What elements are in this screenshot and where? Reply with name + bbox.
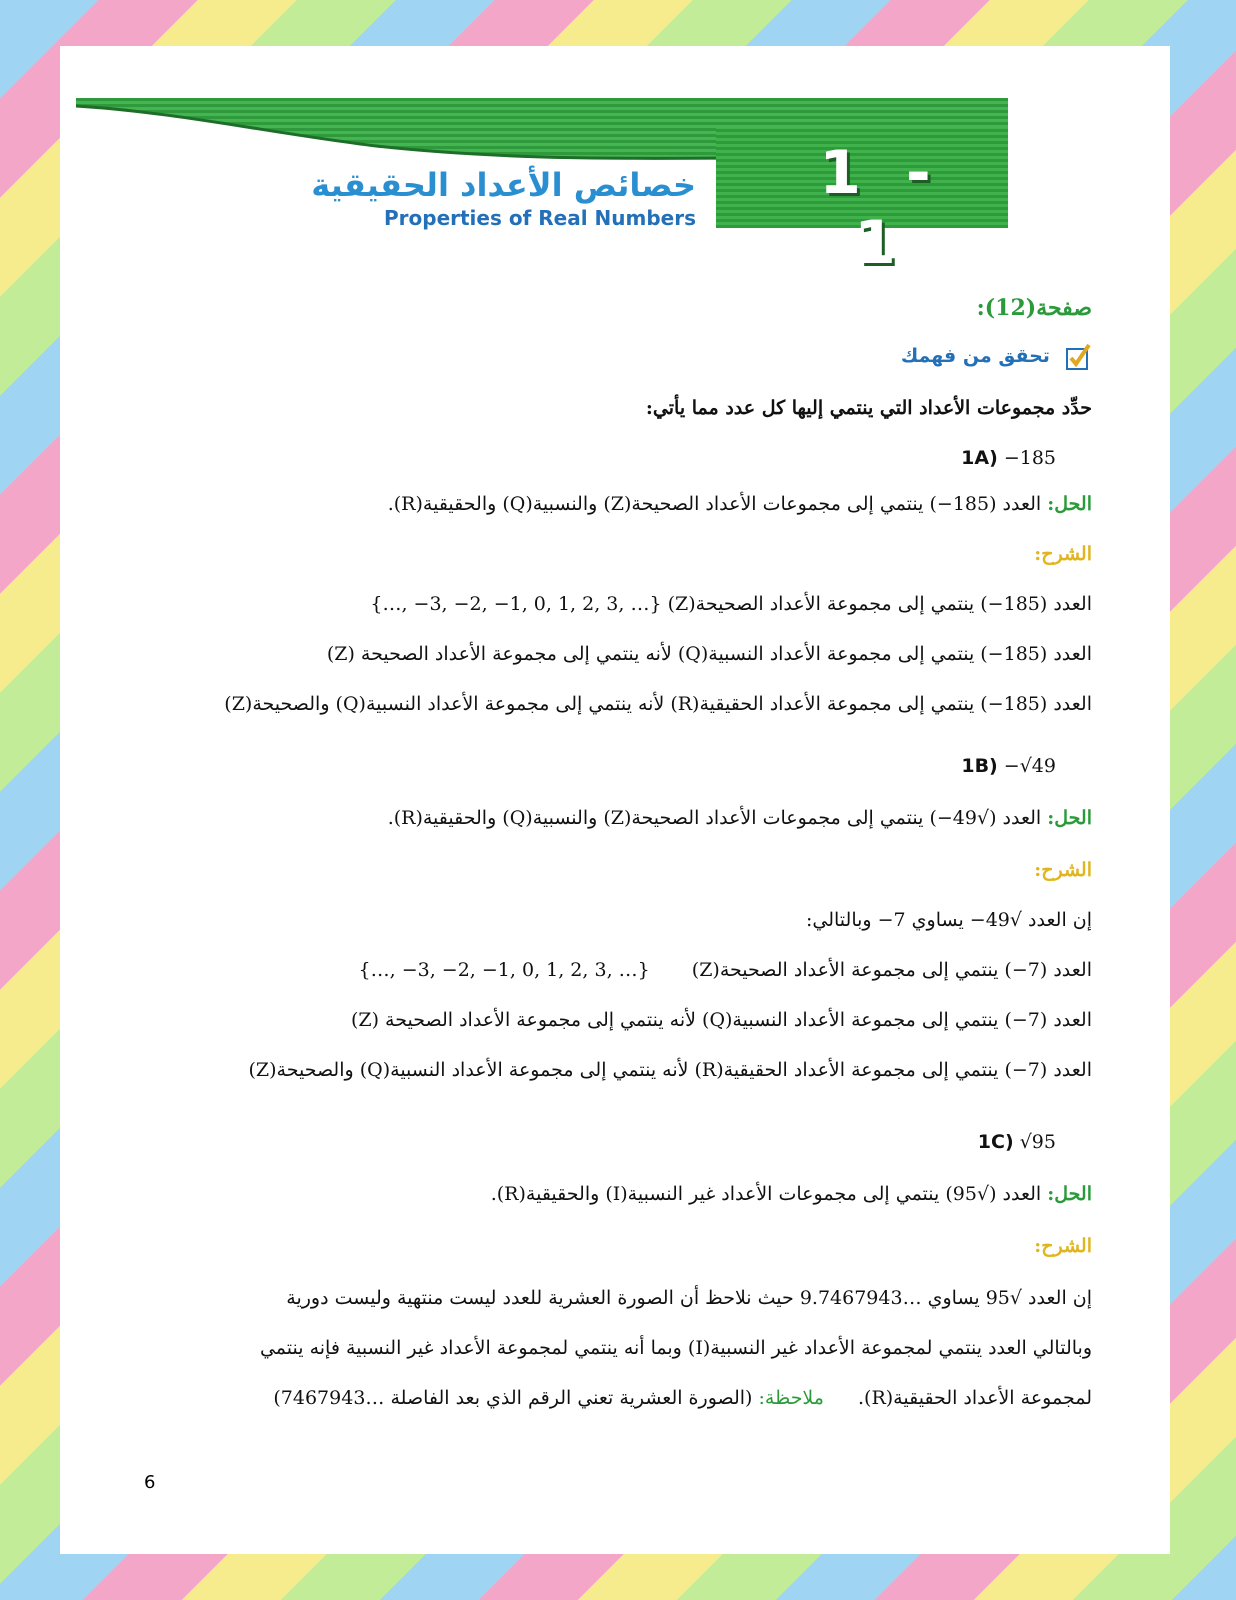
q1b-heading	[961, 755, 1070, 777]
solution-label: الحل:	[1047, 807, 1092, 829]
q1b-explain-line: العدد (7−) ينتمي إلى مجموعة الأعداد النسبية(Q) لأنه ينتمي إلى مجموعة الأعداد الصحيحة (Z)	[350, 1009, 1092, 1031]
lesson-number: 1 - 1	[819, 138, 943, 278]
q1b-expression: −√49	[1003, 755, 1056, 777]
q1a-explain-line	[370, 593, 1092, 615]
q1c-explanation-label: الشرح:	[1034, 1235, 1092, 1257]
q1b-explain-line: العدد (7−) ينتمي إلى مجموعة الأعداد الحقيقية(R) لأنه ينتمي إلى مجموعة الأعداد النسبية(Q) والصحيحة(Z)	[248, 1059, 1092, 1081]
q1c-solution	[491, 1183, 1092, 1205]
q1b-explain-text: العدد (7−) ينتمي إلى مجموعة الأعداد الصحيحة(Z)	[691, 959, 1092, 981]
page-reference: صفحة(12):	[976, 295, 1092, 321]
q1b-solution	[388, 807, 1092, 829]
q1b-intro: إن العدد √49− يساوي 7− وبالتالي:	[805, 909, 1092, 931]
check-heading-text: تحقق من فهمك	[900, 345, 1050, 367]
q1a-solution-text: العدد (185−) ينتمي إلى مجموعات الأعداد الصحيحة(Z) والنسبية(Q) والحقيقية(R).	[387, 493, 1042, 515]
checkbox-icon	[1064, 343, 1092, 371]
q1c-label: 1C)	[977, 1131, 1014, 1153]
page-number: 6	[144, 1472, 156, 1493]
q1b-label: 1B)	[961, 755, 998, 777]
integer-set: {…, −3, −2, −1, 0, 1, 2, 3, …}	[358, 959, 650, 981]
integer-set: {…, −3, −2, −1, 0, 1, 2, 3, …}	[370, 593, 662, 615]
q1b-explain-line	[359, 959, 1092, 981]
q1a-explain-line: العدد (185−) ينتمي إلى مجموعة الأعداد الحقيقية(R) لأنه ينتمي إلى مجموعة الأعداد النسبية(Q) والصحيحة(Z)	[224, 693, 1092, 715]
q1c-explain-line	[273, 1387, 1092, 1409]
q1a-solution	[388, 493, 1092, 515]
q1a-explanation-label: الشرح:	[1034, 543, 1092, 565]
q1b-solution-text: العدد (√49−) ينتمي إلى مجموعات الأعداد الصحيحة(Z) والنسبية(Q) والحقيقية(R).	[387, 807, 1042, 829]
q1a-label: 1A)	[961, 447, 998, 469]
q1c-expression: √95	[1019, 1131, 1056, 1153]
check-understanding-heading	[901, 343, 1092, 371]
solution-label: الحل:	[1047, 1183, 1092, 1205]
q1c-explain-text: لمجموعة الأعداد الحقيقية(R).	[858, 1387, 1092, 1409]
q1c-heading	[978, 1131, 1070, 1153]
instruction: حدِّد مجموعات الأعداد التي ينتمي إليها كل عدد مما يأتي:	[645, 397, 1092, 419]
note-label: ملاحظة:	[758, 1387, 824, 1409]
lesson-banner	[76, 98, 1008, 278]
q1c-solution-text: العدد (√95) ينتمي إلى مجموعات الأعداد غير النسبية(I) والحقيقية(R).	[490, 1183, 1042, 1205]
q1a-expression: −185	[1003, 447, 1056, 469]
lesson-title-arabic: خصائص الأعداد الحقيقية	[311, 166, 696, 204]
q1a-explain-line: العدد (185−) ينتمي إلى مجموعة الأعداد النسبية(Q) لأنه ينتمي إلى مجموعة الأعداد الصحيحة (Z)	[326, 643, 1092, 665]
q1b-explanation-label: الشرح:	[1034, 859, 1092, 881]
q1a-explain-text: العدد (185−) ينتمي إلى مجموعة الأعداد الصحيحة(Z)	[667, 593, 1092, 615]
solution-label: الحل:	[1047, 493, 1092, 515]
q1c-explain-line: إن العدد √95 يساوي …9.7467943 حيث نلاحظ أن الصورة العشرية للعدد ليست منتهية وليست دورية	[286, 1287, 1092, 1309]
q1c-explain-line: وبالتالي العدد ينتمي لمجموعة الأعداد غير النسبية(I) وبما أنه ينتمي لمجموعة الأعداد غير النسبية فإنه ينتمي	[259, 1337, 1092, 1359]
page-sheet	[60, 46, 1170, 1554]
lesson-title-english: Properties of Real Numbers	[383, 206, 696, 230]
q1a-heading	[961, 447, 1070, 469]
q1c-note: (الصورة العشرية تعني الرقم الذي بعد الفاصلة …7467943)	[273, 1387, 753, 1409]
